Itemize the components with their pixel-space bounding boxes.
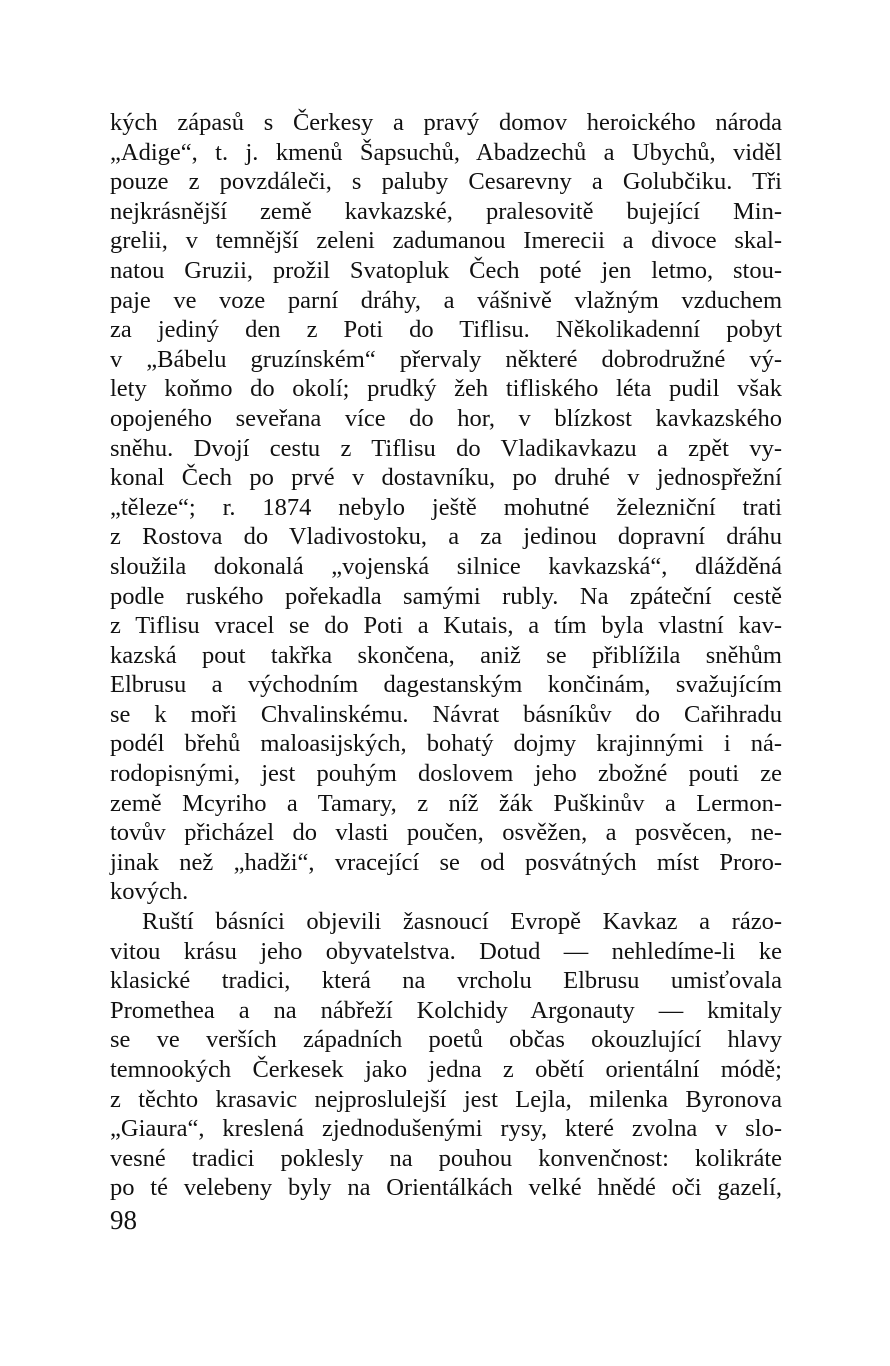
text-line: země Mcyriho a Tamary, z níž žák Puškinův a Lermon- xyxy=(110,789,782,817)
text-line: Elbrusu a východním dagestanským končinám, svažujícím xyxy=(110,671,782,699)
text-line: konal Čech po prvé v dostavníku, po druhé v jednospřežní xyxy=(110,464,782,492)
text-line: „Adige“, t. j. kmenů Šapsuchů, Abadzechů a Ubychů, viděl xyxy=(110,138,782,166)
text-line: rodopisnými, jest pouhým doslovem jeho zbožné pouti ze xyxy=(110,760,782,788)
text-line: z Tiflisu vracel se do Poti a Kutais, a tím byla vlastní kav- xyxy=(110,612,782,640)
text-line: opojeného seveřana více do hor, v blízkost kavkazského xyxy=(110,404,782,432)
text-line: sloužila dokonalá „vojenská silnice kavkazská“, dlážděná xyxy=(110,552,782,580)
text-line: lety koňmo do okolí; prudký žeh tifliského léta pudil však xyxy=(110,375,782,403)
text-line: jinak než „hadži“, vracející se od posvátných míst Proro- xyxy=(110,848,782,876)
text-line: vitou krásu jeho obyvatelstva. Dotud — nehledíme-li ke xyxy=(110,937,782,965)
text-line: z Rostova do Vladivostoku, a za jedinou dopravní dráhu xyxy=(110,523,782,551)
text-line: se k moři Chvalinskému. Návrat básníkův do Cařihradu xyxy=(110,700,782,728)
text-line: pouze z povzdáleči, s paluby Cesarevny a Golubčiku. Tři xyxy=(110,168,782,196)
text-line: se ve verších západních poetů občas okouzlující hlavy xyxy=(110,1026,782,1054)
body-text xyxy=(110,108,782,1203)
text-line: vesné tradici poklesly na pouhou konvenčnost: kolikráte xyxy=(110,1144,782,1172)
text-line: podél břehů maloasijských, bohatý dojmy krajinnými i ná- xyxy=(110,730,782,758)
page-number: 98 xyxy=(110,1205,137,1235)
text-line: natou Gruzii, prožil Svatopluk Čech poté jen letmo, stou- xyxy=(110,256,782,284)
text-line: klasické tradici, která na vrcholu Elbrusu umisťovala xyxy=(110,967,782,995)
text-line: tovův přicházel do vlasti poučen, osvěžen, a posvěcen, ne- xyxy=(110,819,782,847)
text-line: v „Bábelu gruzínském“ přervaly některé dobrodružné vý- xyxy=(110,345,782,373)
text-line: grelii, v temnější zeleni zadumanou Imerecii a divoce skal- xyxy=(110,227,782,255)
text-line: temnookých Čerkesek jako jedna z obětí orientální módě; xyxy=(110,1056,782,1083)
text-line: „Giaura“, kreslená zjednodušenými rysy, které zvolna v slo- xyxy=(110,1115,782,1143)
text-line: „těleze“; r. 1874 nebylo ještě mohutné železniční trati xyxy=(110,493,782,521)
text-line: kazská pout takřka skončena, aniž se přiblížila sněhům xyxy=(110,641,782,669)
text-line: Promethea a na nábřeží Kolchidy Argonauty — kmitaly xyxy=(110,996,782,1024)
text-line: Ruští básníci objevili žasnoucí Evropě Kavkaz a rázo- xyxy=(142,908,782,936)
text-line: z těchto krasavic nejproslulejší jest Lejla, milenka Byronova xyxy=(110,1085,782,1113)
text-line: kých zápasů s Čerkesy a pravý domov heroického národa xyxy=(110,109,782,136)
text-line: za jediný den z Poti do Tiflisu. Několikadenní pobyt xyxy=(110,316,782,344)
text-line: kových. xyxy=(110,878,189,906)
text-line: sněhu. Dvojí cestu z Tiflisu do Vladikavkazu a zpět vy- xyxy=(110,434,782,462)
text-line: nejkrásnější země kavkazské, pralesovitě bujející Min- xyxy=(110,197,782,225)
text-line: podle ruského pořekadla samými rubly. Na zpáteční cestě xyxy=(110,582,782,610)
text-line: po té velebeny byly na Orientálkách velké hnědé oči gazelí, xyxy=(110,1174,782,1202)
text-line: paje ve voze parní dráhy, a vášnivě vlažným vzduchem xyxy=(110,286,782,314)
